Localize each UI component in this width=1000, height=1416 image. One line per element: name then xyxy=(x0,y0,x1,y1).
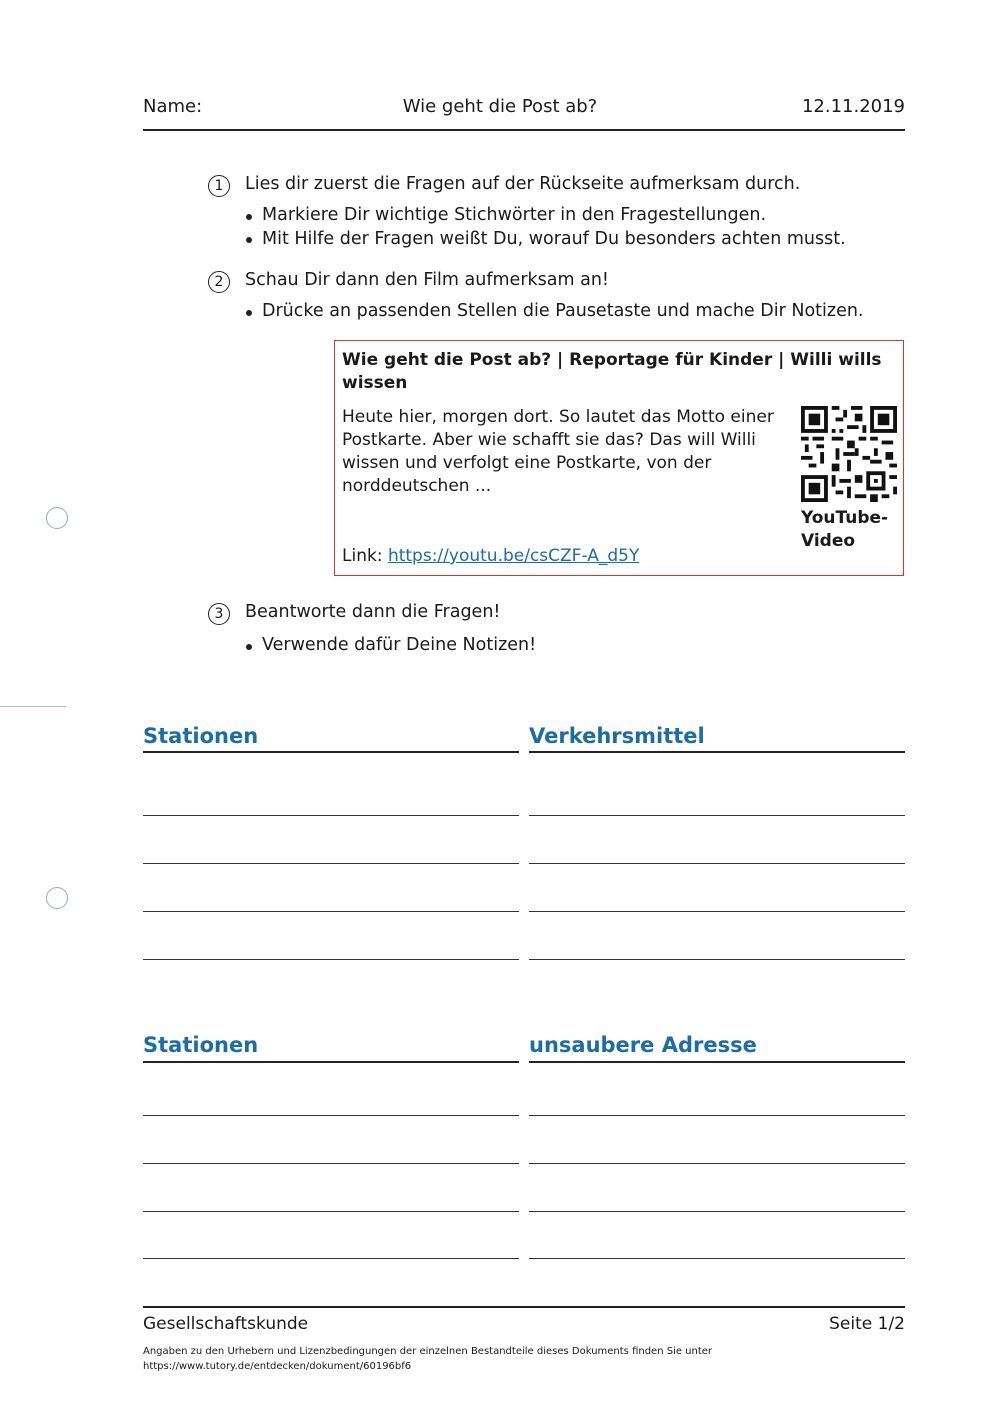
qr-code[interactable] xyxy=(801,406,897,502)
step-1-text: Lies dir zuerst die Fragen auf der Rückseite aufmerksam durch. xyxy=(245,174,801,194)
step-number-1: 1 xyxy=(208,175,230,197)
answer-line[interactable] xyxy=(143,815,519,816)
section-title-stationen: Stationen xyxy=(143,724,259,748)
answer-line[interactable] xyxy=(143,863,519,864)
step-2-text: Schau Dir dann den Film aufmerksam an! xyxy=(245,270,609,290)
video-link-row xyxy=(342,546,639,566)
section-rule xyxy=(143,1061,519,1063)
step-2-bullet-1: Drücke an passenden Stellen die Pausetaste und mache Dir Notizen. xyxy=(262,301,864,321)
answer-line[interactable] xyxy=(529,1211,905,1212)
answer-line[interactable] xyxy=(529,815,905,816)
fold-mark xyxy=(0,706,66,707)
punch-hole-top xyxy=(46,507,68,529)
video-link[interactable]: https://youtu.be/csCZF-A_d5Y xyxy=(387,546,640,566)
qr-label: YouTube- Video xyxy=(801,508,889,551)
answer-line[interactable] xyxy=(529,1163,905,1164)
header-rule xyxy=(143,129,905,131)
section-rule xyxy=(143,751,519,753)
step-number-2: 2 xyxy=(208,271,230,293)
answer-line[interactable] xyxy=(529,959,905,960)
section-rule xyxy=(529,751,905,753)
answer-line[interactable] xyxy=(143,911,519,912)
answer-line[interactable] xyxy=(143,1211,519,1212)
bullet-dot xyxy=(246,644,252,650)
link-label: Link: xyxy=(342,546,383,566)
video-title: Wie geht die Post ab? | Reportage für Kinder | Willi wills wissen xyxy=(342,350,882,393)
answer-line[interactable] xyxy=(529,1115,905,1116)
step-number-3: 3 xyxy=(208,603,230,625)
punch-hole-bottom xyxy=(46,887,68,909)
video-description: Heute hier, morgen dort. So lautet das Motto einer Postkarte. Aber wie schafft sie das? Das will Willi wissen und verfolgt eine Postkarte, von der norddeutschen ... xyxy=(342,407,774,496)
subject: Gesellschaftskunde xyxy=(143,1314,309,1334)
bullet-dot xyxy=(246,237,252,243)
answer-line[interactable] xyxy=(143,1258,519,1259)
bullet-dot xyxy=(246,310,252,316)
section-title-unsaubere-adresse: unsaubere Adresse xyxy=(529,1033,757,1057)
answer-line[interactable] xyxy=(529,1258,905,1259)
footer-rule xyxy=(143,1306,905,1308)
date: 12.11.2019 xyxy=(801,96,905,117)
answer-line[interactable] xyxy=(143,1163,519,1164)
page-number: Seite 1/2 xyxy=(829,1314,905,1334)
step-3-text: Beantworte dann die Fragen! xyxy=(245,602,501,622)
video-box xyxy=(334,340,904,576)
step-1-bullet-1: Markiere Dir wichtige Stichwörter in den Fragestellungen. xyxy=(262,205,767,225)
bullet-dot xyxy=(246,214,252,220)
section-title-stationen-2: Stationen xyxy=(143,1033,259,1057)
step-3-bullet-1: Verwende dafür Deine Notizen! xyxy=(262,635,537,655)
section-rule xyxy=(529,1061,905,1063)
answer-line[interactable] xyxy=(529,911,905,912)
step-1-bullet-2: Mit Hilfe der Fragen weißt Du, worauf Du besonders achten musst. xyxy=(262,229,846,249)
credit-note: Angaben zu den Urhebern und Lizenzbedingungen der einzelnen Bestandteile dieses Dokuments finden Sie unter https://www.tutory.de/entdecken/dokument/60196bf6 xyxy=(143,1346,713,1372)
name-label: Name: xyxy=(143,96,203,117)
answer-line[interactable] xyxy=(143,959,519,960)
section-title-verkehrsmittel: Verkehrsmittel xyxy=(529,724,705,748)
page-title: Wie geht die Post ab? xyxy=(402,96,598,117)
answer-line[interactable] xyxy=(529,863,905,864)
answer-line[interactable] xyxy=(143,1115,519,1116)
